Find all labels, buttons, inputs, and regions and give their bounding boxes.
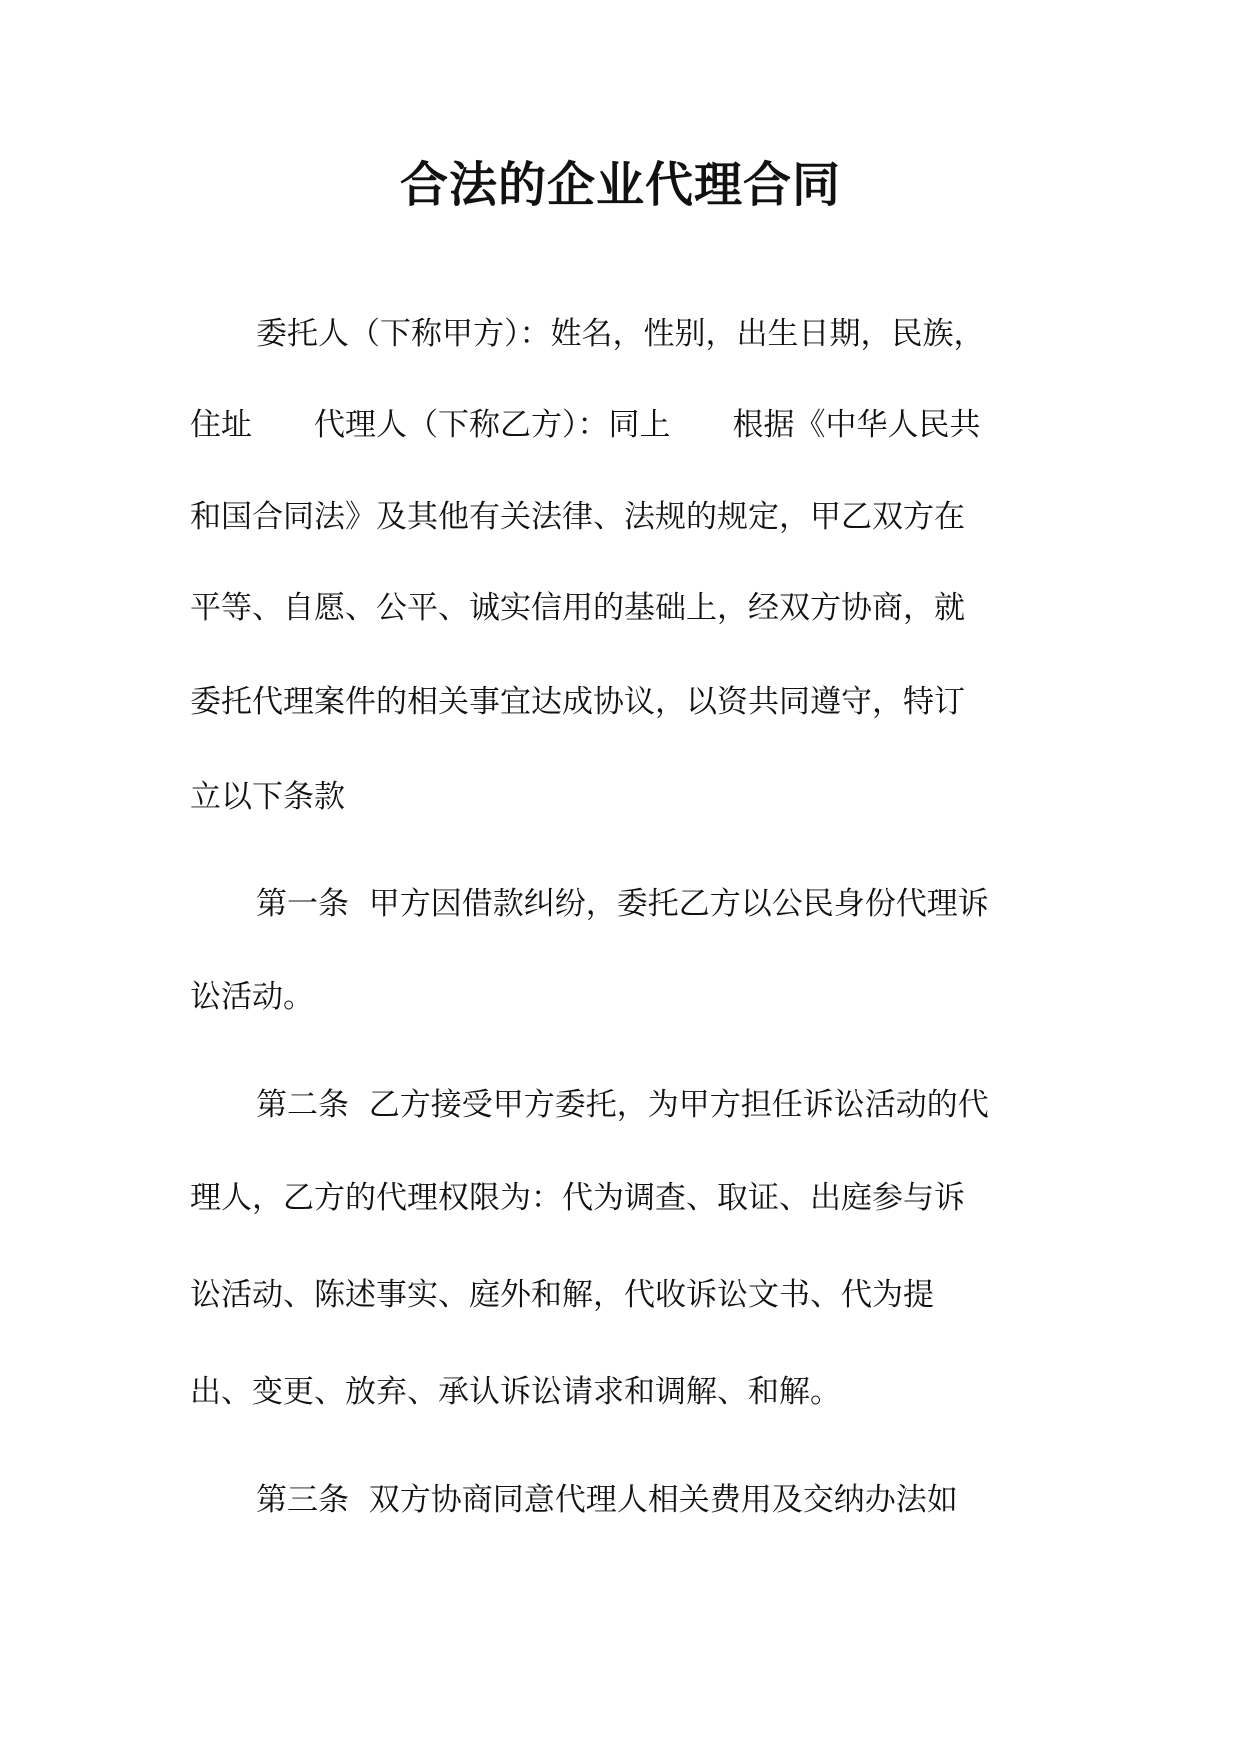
paragraph-line: 出、变更、放弃、承认诉讼请求和调解、和解。 [190,1374,841,1410]
paragraph-line: 第三条 双方协商同意代理人相关费用及交纳办法如 [256,1482,958,1518]
paragraph-line: 住址 代理人（下称乙方）：同上 根据《中华人民共 [190,407,981,443]
paragraph-line: 立以下条款 [190,779,345,815]
paragraph-line: 第二条 乙方接受甲方委托，为甲方担任诉讼活动的代 [256,1087,989,1123]
paragraph-line: 和国合同法》及其他有关法律、法规的规定，甲乙双方在 [190,499,965,535]
paragraph-line: 委托代理案件的相关事宜达成协议，以资共同遵守，特订 [190,684,965,720]
paragraph-line: 讼活动、陈述事实、庭外和解，代收诉讼文书、代为提 [190,1277,934,1313]
paragraph-line: 委托人（下称甲方）：姓名，性别，出生日期，民族， [256,316,985,352]
paragraph-line: 讼活动。 [190,979,314,1015]
paragraph-line: 平等、自愿、公平、诚实信用的基础上，经双方协商，就 [190,590,965,626]
paragraph-line: 第一条 甲方因借款纠纷，委托乙方以公民身份代理诉 [256,886,989,922]
paragraph-line: 理人，乙方的代理权限为：代为调查、取证、出庭参与诉 [190,1180,965,1216]
document-title: 合法的企业代理合同 [399,157,841,213]
